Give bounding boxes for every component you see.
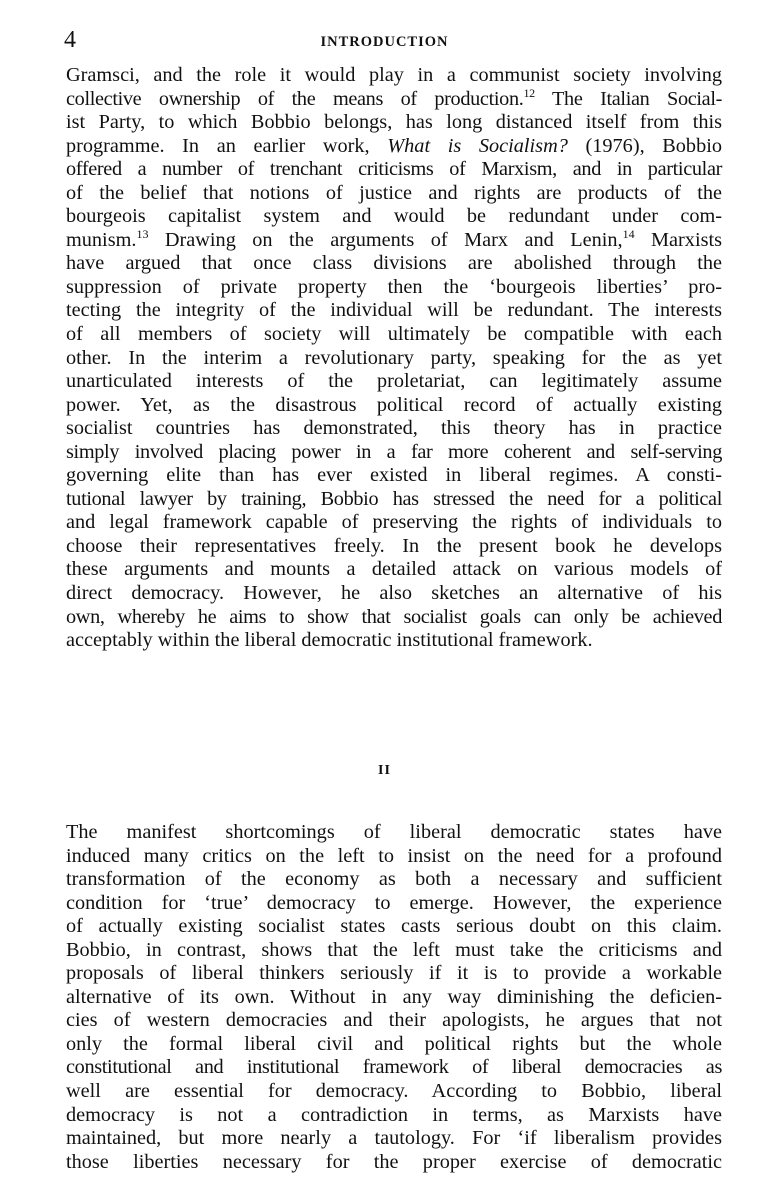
- page-number: 4: [64, 27, 76, 53]
- text-line: ist Party, to which Bobbio belongs, has long distanced itself from this: [66, 111, 722, 134]
- text-line: governing elite than has ever existed in liberal regimes. A consti-: [66, 464, 722, 487]
- text-line: bourgeois capitalist system and would be redundant under com-: [66, 205, 722, 228]
- book-title: What is Socialism?: [387, 134, 568, 157]
- paragraph-2: [66, 821, 722, 1174]
- text-line: and legal framework capable of preserving the rights of individuals to: [66, 511, 722, 534]
- text-line: The manifest shortcomings of liberal democratic states have: [66, 821, 722, 843]
- text-run: collective ownership of the means of production.: [66, 87, 524, 110]
- text-line: [66, 226, 723, 253]
- text-line: offered a number of trenchant criticisms of Marxism, and in particular: [66, 158, 722, 181]
- text-line: suppression of private property then the ‘bourgeois liberties’ pro-: [66, 275, 722, 298]
- text-line: unarticulated interests of the proletariat, can legitimately assume: [66, 370, 722, 393]
- text-line: constitutional and institutional framework of liberal democracies as: [66, 1056, 722, 1079]
- text-run: munism.: [66, 228, 137, 251]
- text-line: power. Yet, as the disastrous political record of actually existing: [66, 393, 722, 416]
- text-line: those liberties necessary for the proper exercise of democratic: [66, 1150, 722, 1173]
- text-line: of all members of society will ultimately be compatible with each: [66, 323, 722, 346]
- text-line: [66, 85, 723, 112]
- text-line: well are essential for democracy. According to Bobbio, liberal: [66, 1080, 722, 1103]
- text-line: democracy is not a contradiction in terms, as Marxists have: [66, 1103, 722, 1126]
- text-line: induced many critics on the left to insist on the need for a profound: [66, 844, 722, 867]
- text-line: simply involved placing power in a far more coherent and self-serving: [66, 440, 722, 463]
- text-line: other. In the interim a revolutionary party, speaking for the as yet: [66, 346, 722, 369]
- text-line: proposals of liberal thinkers seriously if it is to provide a workable: [66, 962, 722, 985]
- text-line: maintained, but more nearly a tautology. For ‘if liberalism provides: [66, 1127, 722, 1150]
- text-run: (1976), Bobbio: [567, 134, 722, 157]
- footnote-ref-12: 12: [523, 85, 535, 100]
- text-line: condition for ‘true’ democracy to emerge. However, the experience: [66, 891, 722, 914]
- text-line: own, whereby he aims to show that socialist goals can only be achieved: [66, 605, 722, 628]
- running-head: INTRODUCTION: [320, 34, 449, 50]
- text-line: only the formal liberal civil and political rights but the whole: [66, 1032, 722, 1055]
- text-line: socialist countries has demonstrated, this theory has in practice: [66, 417, 722, 440]
- text-line: these arguments and mounts a detailed attack on various models of: [66, 558, 722, 581]
- text-line: tutional lawyer by training, Bobbio has stressed the need for a political: [66, 487, 722, 510]
- text-line: transformation of the economy as both a necessary and sufficient: [66, 868, 722, 891]
- text-line: cies of western democracies and their apologists, he argues that not: [66, 1009, 722, 1032]
- text-line: [66, 135, 722, 159]
- text-line: of the belief that notions of justice and rights are products of the: [66, 181, 722, 204]
- text-line: of actually existing socialist states casts serious doubt on this claim.: [66, 915, 722, 938]
- text-line: choose their representatives freely. In the present book he develops: [66, 534, 722, 557]
- footnote-ref-14: 14: [622, 226, 635, 241]
- text-run: Drawing on the arguments of Marx and Lenin,: [148, 228, 623, 251]
- text-line: direct democracy. However, he also sketches an alternative of his: [66, 582, 722, 605]
- paragraph-1: [66, 64, 722, 653]
- text-run: programme. In an earlier work,: [66, 134, 388, 157]
- text-run: Marxists: [634, 228, 723, 251]
- footnote-ref-13: 13: [136, 226, 149, 241]
- text-line: have argued that once class divisions are abolished through the: [66, 252, 722, 275]
- section-numeral: II: [378, 763, 391, 778]
- text-line: alternative of its own. Without in any way diminishing the deficien-: [66, 985, 722, 1008]
- text-line: tecting the integrity of the individual will be redundant. The interests: [66, 299, 722, 322]
- text-run: The Italian Social-: [534, 87, 723, 110]
- text-line: Bobbio, in contrast, shows that the left must take the criticisms and: [66, 938, 722, 961]
- text-line: Gramsci, and the role it would play in a communist society involving: [66, 64, 722, 86]
- text-line: acceptably within the liberal democratic institutional framework.: [66, 629, 593, 652]
